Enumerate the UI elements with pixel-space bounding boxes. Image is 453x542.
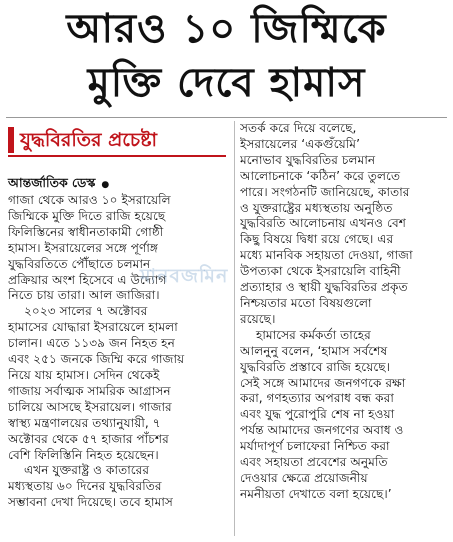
text-line: এবং ২৫১ জনকে জিম্মি করে গাজায় bbox=[8, 352, 185, 367]
text-line: স্বাস্থ্য মন্ত্রণালয়ের তথ্যানুযায়ী, ৭ bbox=[8, 415, 161, 430]
headline-line-2: মুক্তি দেবে হামাস bbox=[87, 60, 366, 106]
text-line: নমনীয়তা দেখাতে বলা হয়েছে।’ bbox=[240, 486, 392, 501]
article-body-right bbox=[240, 121, 450, 503]
text-line: ইসরায়েলের ‘একগুঁয়েমি’ bbox=[240, 136, 360, 151]
text-line: প্রত্যাহার ও স্থায়ী যুদ্ধবিরতির প্রকৃত bbox=[240, 280, 408, 295]
text-line: যুদ্ধবিরতি আলোচনায় এখনও বেশ bbox=[240, 216, 406, 231]
text-line: বেশি ফিলিস্তিনি নিহত হয়েছেন। bbox=[8, 447, 159, 462]
text-line: অক্টোবর থেকে ৫৭ হাজার পাঁচশর bbox=[8, 431, 169, 446]
byline-text: আন্তর্জাতিক ডেস্ক bbox=[8, 175, 96, 190]
watermark-text: মানবজমিন bbox=[140, 265, 229, 287]
article-column-right bbox=[240, 121, 450, 503]
text-line: গাজা থেকে আরও ১০ ইসরায়েলি bbox=[8, 193, 171, 207]
text-line: করা, গণহত্যার অপরাধ বন্ধ করা bbox=[240, 391, 394, 406]
text-line: সেই সঙ্গে আমাদের জনগণকে রক্ষা bbox=[240, 375, 406, 390]
text-line: রয়েছে। bbox=[240, 311, 276, 326]
text-line: নিয়ে যায় হামাস। সেদিন থেকেই bbox=[8, 367, 160, 382]
text-line: এখন যুক্তরাষ্ট্র ও কাতারের bbox=[24, 463, 150, 478]
text-line: প্রক্রিয়ার অংশ হিসেবে এ উদ্যোগ bbox=[8, 272, 167, 287]
text-line: নিতে চায় তারা। আল জাজিরা। bbox=[8, 288, 160, 303]
text-line: পর্যন্ত আমাদের জনগণের অবাধ ও bbox=[240, 423, 404, 438]
text-line: মধ্যে মানবিক সহায়তা দেওয়া, গাজা bbox=[240, 248, 413, 263]
text-line: চালিয়ে আসছে ইসরায়েল। গাজার bbox=[8, 399, 172, 414]
text-line: হামাসের যোদ্ধারা ইসরায়েলে হামলা bbox=[8, 320, 178, 335]
text-line: উপত্যকা থেকে ইসরায়েলি বাহিনী bbox=[240, 264, 401, 279]
text-line: ফিলিস্তিনের স্বাধীনতাকামী গোষ্ঠী bbox=[8, 224, 164, 239]
bullet-icon: ● bbox=[101, 180, 110, 190]
text-line: মধ্যস্থতায় ৬০ দিনের যুদ্ধবিরতির bbox=[8, 479, 162, 494]
text-line: গাজায় সর্বাত্মক সামরিক আগ্রাসন bbox=[8, 383, 171, 398]
text-line: আলনুনু বলেন, ‘হামাস সর্বশেষ bbox=[240, 343, 388, 358]
text-line: মনোভাব যুদ্ধবিরতির চলমান bbox=[240, 152, 376, 167]
text-line: ও যুক্তরাষ্ট্রের মধ্যস্থতায় অনুষ্ঠিত bbox=[240, 200, 393, 215]
text-line: হামাসের কর্মকর্তা তাহের bbox=[256, 327, 371, 342]
text-line: দেওয়ার ক্ষেত্রে প্রয়োজনীয় bbox=[240, 470, 368, 485]
text-line: পারে। সংগঠনটি জানিয়েছে, কাতার bbox=[240, 184, 410, 199]
text-line: ২০২৩ সালের ৭ অক্টোবর bbox=[24, 304, 148, 319]
headline bbox=[0, 2, 453, 110]
text-line: চালান। এতে ১১৩৯ জন নিহত হন bbox=[8, 336, 175, 351]
column-divider bbox=[234, 121, 235, 536]
text-line: সম্ভাবনা দেখা দিয়েছে। তবে হামাস bbox=[8, 495, 173, 510]
text-line: এবং সহায়তা প্রবেশের অনুমতি bbox=[240, 455, 388, 470]
text-line: হামাস। ইসরায়েলের সঙ্গে পূর্ণাঙ্গ bbox=[8, 240, 158, 255]
text-line: মর্যাদাপূর্ণ চলাফেরা নিশ্চিত করা bbox=[240, 439, 390, 454]
article-column-left bbox=[8, 121, 230, 511]
byline bbox=[8, 175, 230, 193]
headline-line-1: আরও ১০ জিম্মিকে bbox=[66, 6, 387, 52]
text-line: কিছু বিষয়ে দ্বিধা রয়ে গেছে। এর bbox=[240, 232, 394, 247]
article-body-left bbox=[8, 193, 230, 511]
kicker-label: যুদ্ধবিরতির প্রচেষ্টা bbox=[8, 127, 157, 153]
headline-divider bbox=[6, 117, 447, 118]
text-line: আলোচনাকে ‘কঠিন’ করে তুলতে bbox=[240, 168, 401, 183]
text-line: যুদ্ধবিরতিতে পৌঁছাতে চলমান bbox=[8, 256, 151, 271]
text-line: জিম্মিকে মুক্তি দিতে রাজি হয়েছে bbox=[8, 208, 166, 223]
text-line: এবং যুদ্ধ পুরোপুরি শেষ না হওয়া bbox=[240, 407, 395, 422]
text-line: যুদ্ধবিরতি প্রস্তাবে রাজি হয়েছে। bbox=[240, 359, 391, 374]
kicker-underline bbox=[8, 155, 226, 157]
text-line: সতর্ক করে দিয়ে বলেছে, bbox=[240, 121, 357, 135]
text-line: নিশ্চয়তার মতো বিষয়গুলো bbox=[240, 295, 372, 310]
